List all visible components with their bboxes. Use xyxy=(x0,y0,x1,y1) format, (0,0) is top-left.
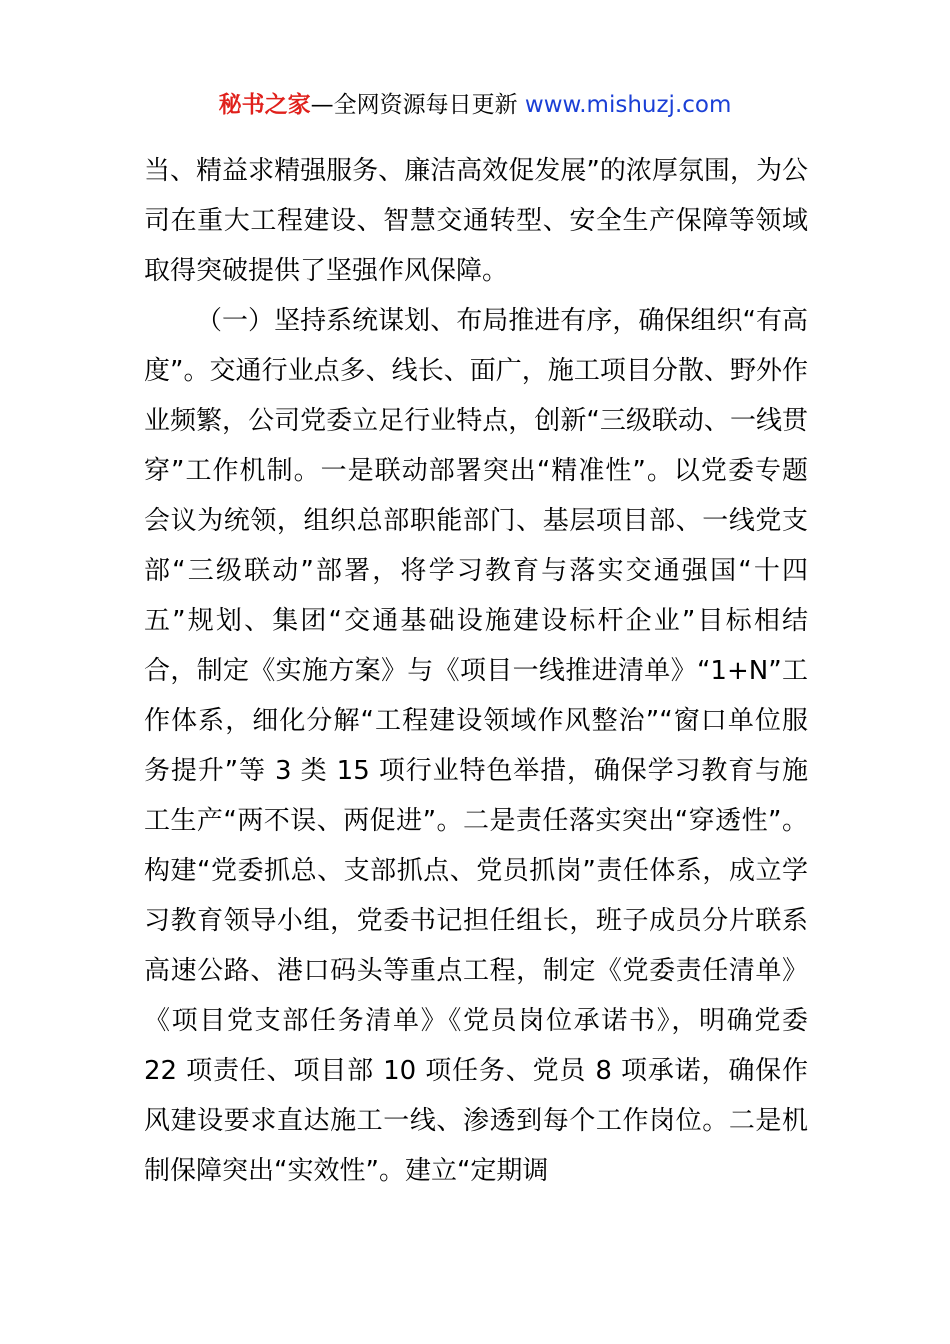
brand-name: 秘书之家 xyxy=(218,92,311,118)
document-body xyxy=(144,146,808,1196)
paragraph-section-one: （一）坚持系统谋划、布局推进有序，确保组织“有高度”。交通行业点多、线长、面广，施工项目分散、野外作业频繁，公司党委立足行业特点，创新“三级联动、一线贯穿”工作机制。一是联动部署突出“精准性”。以党委专题会议为统领，组织总部职能部门、基层项目部、一线党支部“三级联动”部署，将学习教育与落实交通强国“十四五”规划、集团“交通基础设施建设标杆企业”目标相结合，制定《实施方案》与《项目一线推进清单》“1+N”工作体系，细化分解“工程建设领域作风整治”“窗口单位服务提升”等 3 类 15 项行业特色举措，确保学习教育与施工生产“两不误、两促进”。二是责任落实突出“穿透性”。构建“党委抓总、支部抓点、党员抓岗”责任体系，成立学习教育领导小组，党委书记担任组长，班子成员分片联系高速公路、港口码头等重点工程，制定《党委责任清单》《项目党支部任务清单》《党员岗位承诺书》，明确党委 22 项责任、项目部 10 项任务、党员 8 项承诺，确保作风建设要求直达施工一线、渗透到每个工作岗位。二是机制保障突出“实效性”。建立“定期调 xyxy=(144,306,808,1186)
page-header xyxy=(0,88,950,122)
paragraph-continuation: 当、精益求精强服务、廉洁高效促发展”的浓厚氛围，为公司在重大工程建设、智慧交通转型、安全生产保障等领域取得突破提供了坚强作风保障。 xyxy=(144,156,808,286)
website-link[interactable]: www.mishuzj.com xyxy=(524,92,732,118)
header-slogan: —全网资源每日更新 xyxy=(310,92,525,118)
